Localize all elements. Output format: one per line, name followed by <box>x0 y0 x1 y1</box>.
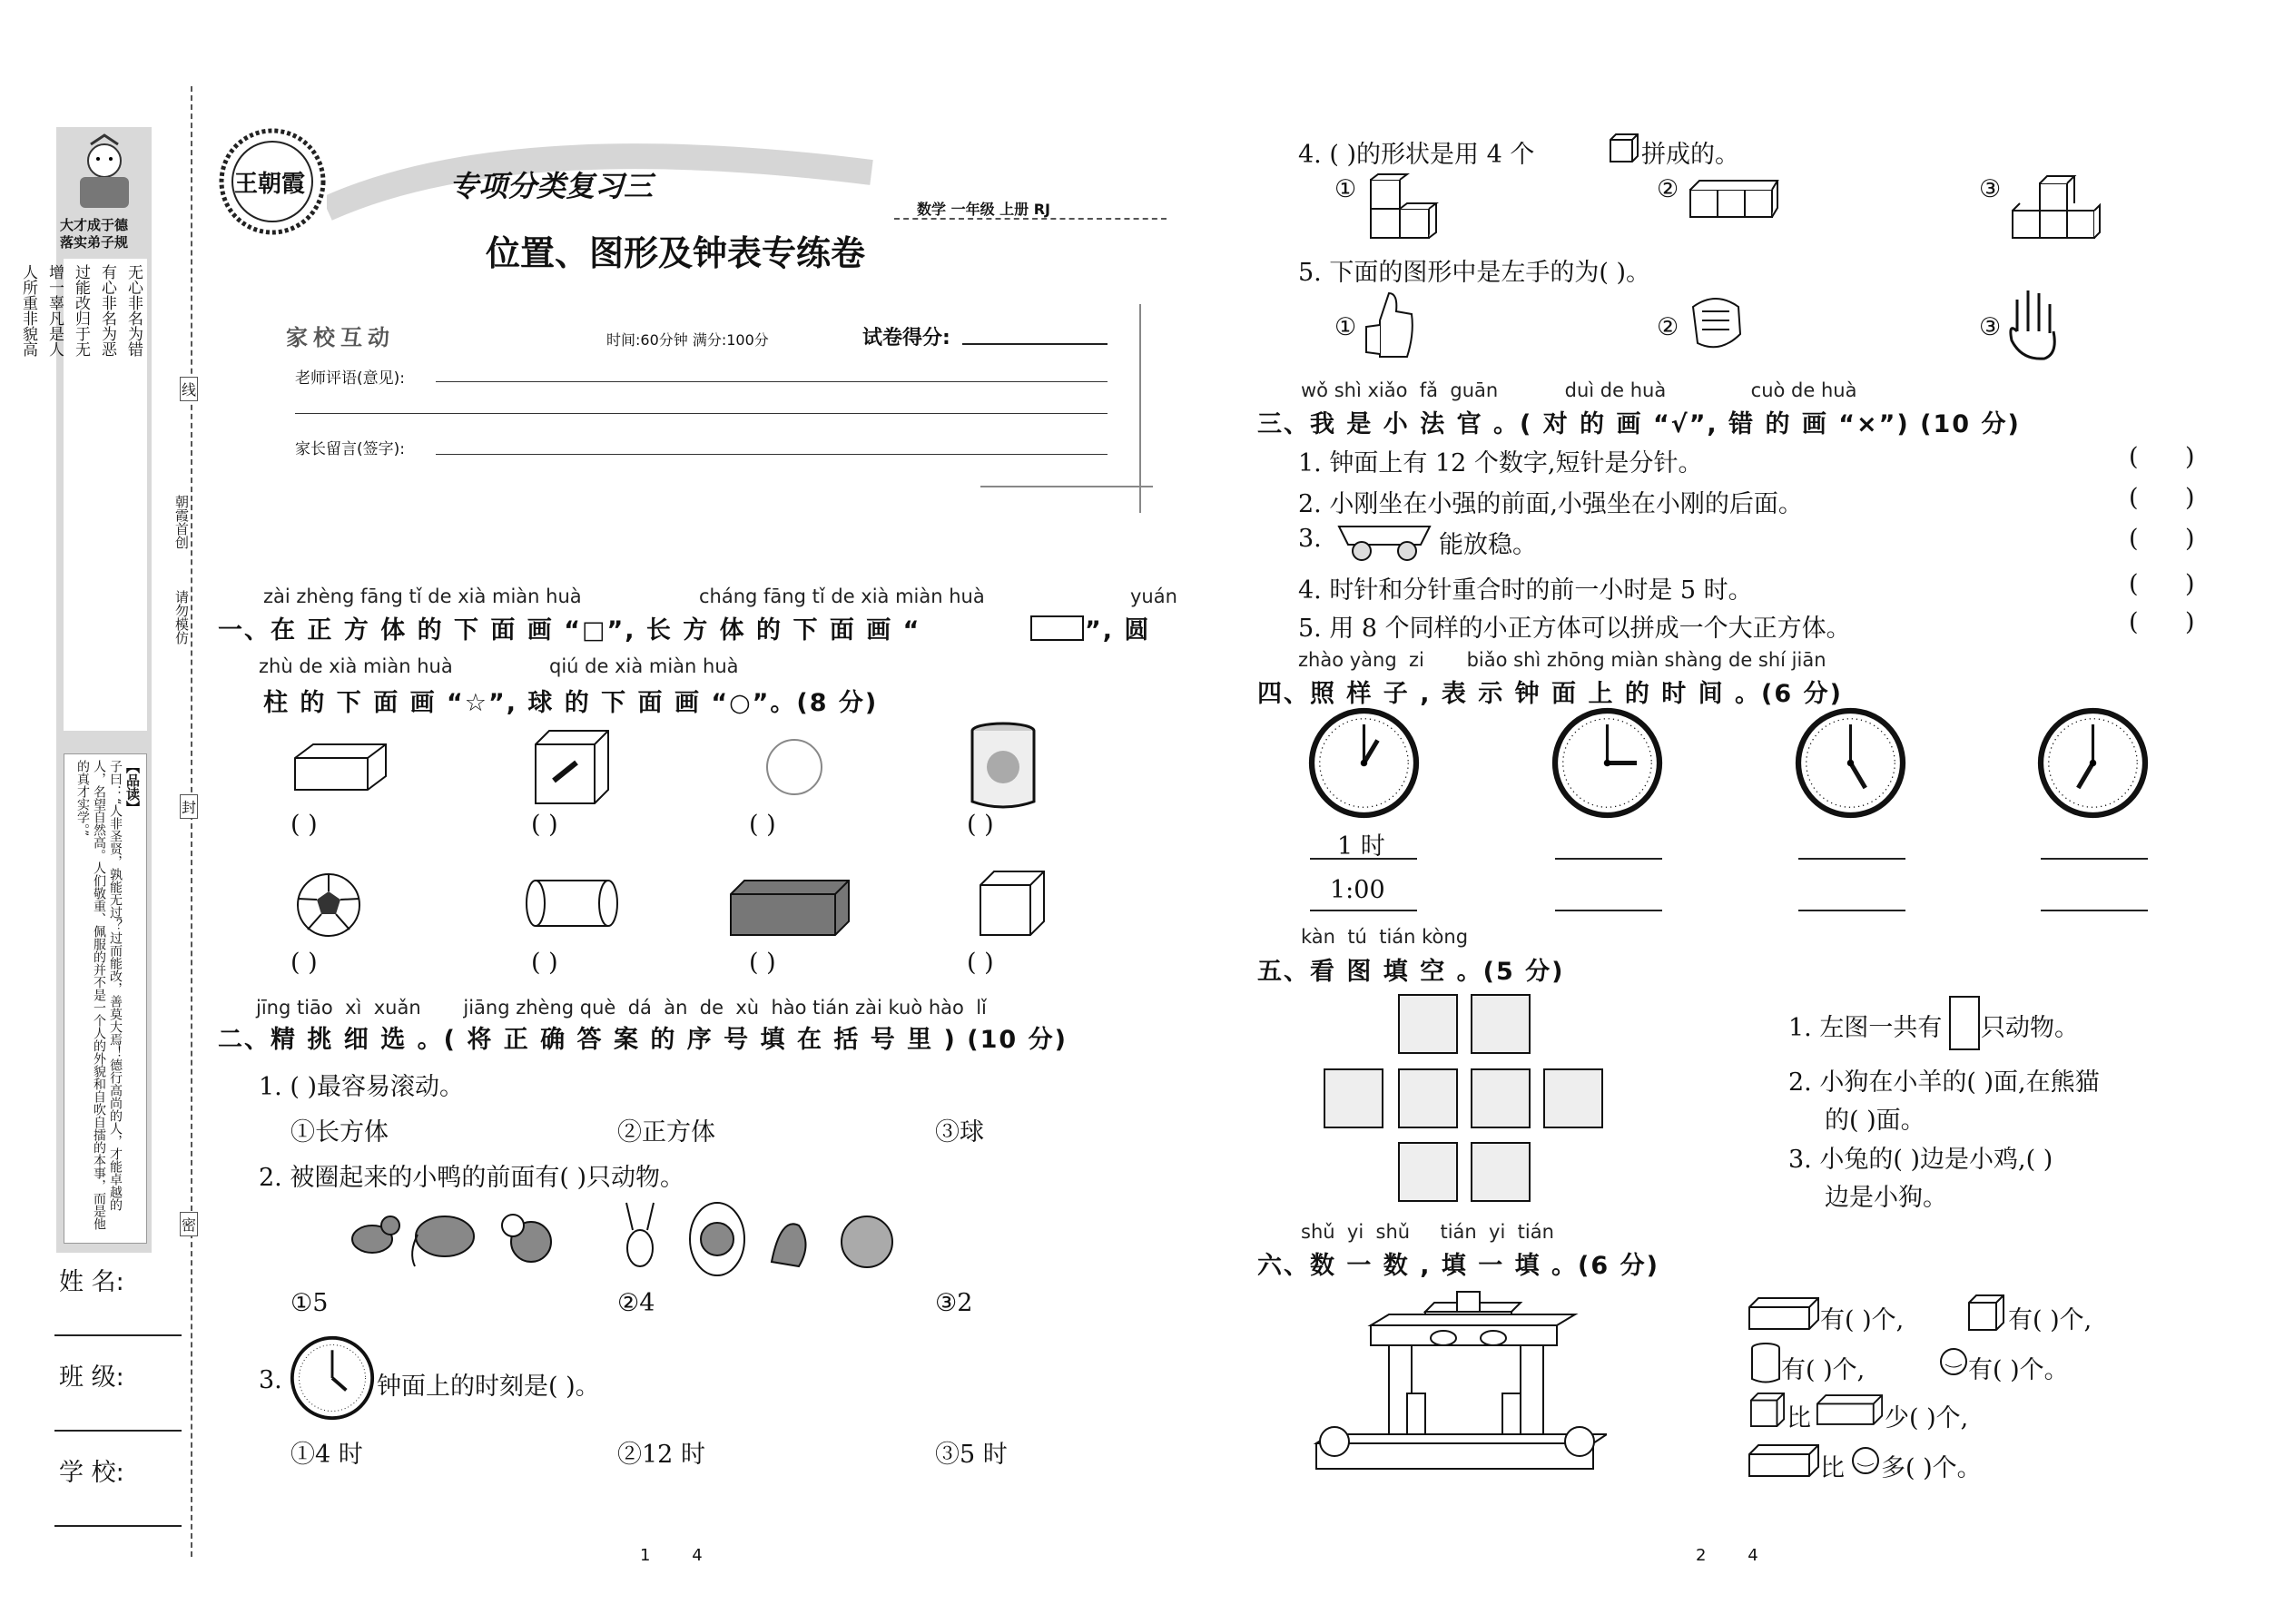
q1-heading-1: 一、在 正 方 体 的 下 面 画 “□”, 长 方 体 的 下 面 画 “ <box>218 616 921 645</box>
q6-row-4a: 比 <box>1820 1454 1845 1482</box>
animal-sheep <box>1398 994 1458 1054</box>
motto-col: 无心非名为错 <box>124 264 143 357</box>
header-subtitle: 专项分类复习三 <box>449 169 654 203</box>
q5-statement-3: 3. 小兔的( )边是小鸡,( ) <box>1788 1146 2053 1174</box>
q2-item-2-opt-3[interactable]: ③2 <box>935 1289 973 1317</box>
q2-item-4: 4. ( )的形状是用 4 个 <box>1298 141 1535 169</box>
q5-statement-2b: 的( )面。 <box>1825 1107 1925 1135</box>
interaction-label: 家校互动 <box>286 325 395 350</box>
mascot <box>64 132 145 213</box>
q1-pinyin-2: cháng fāng tǐ de xià miàn huà <box>699 586 985 607</box>
page-number-right: 2 4 <box>1696 1546 1758 1565</box>
left-thumb-icon <box>1362 289 1416 361</box>
q3-answer-2[interactable]: ( ) <box>2129 484 2195 512</box>
q4-answer-4a[interactable] <box>2041 858 2148 860</box>
cube-stack-1-icon <box>1369 172 1442 245</box>
q6-row-2b: 有( )个。 <box>1968 1356 2069 1384</box>
q3-pinyin: wǒ shì xiǎo fǎ guān duì de huà cuò de huà <box>1301 379 1857 401</box>
open-hand-icon <box>2008 286 2063 363</box>
q2-item-4-opt-2[interactable]: ② <box>1657 175 1679 203</box>
q2-item-2-opt-1[interactable]: ①5 <box>290 1289 329 1317</box>
animal-pig <box>1471 1142 1531 1202</box>
q3-item-1: 1. 钟面上有 12 个数字,短针是分针。 <box>1298 449 1703 477</box>
sphere-small-icon-2 <box>1850 1445 1881 1476</box>
cube-small-icon <box>1967 1294 2005 1332</box>
q2-item-3-num: 3. <box>259 1366 282 1394</box>
clock-2-icon <box>1551 706 1664 820</box>
q2-item-1-opt-3[interactable]: ③球 <box>935 1118 984 1147</box>
q1-pinyin-5: qiú de xià miàn huà <box>549 655 739 677</box>
score-field[interactable] <box>962 343 1108 345</box>
flat-box-icon <box>726 876 853 940</box>
cuboid-icon <box>290 740 390 794</box>
q2-heading: 二、精 挑 细 选 。( 将 正 确 答 案 的 序 号 填 在 括 号 里 ) (10 分) <box>218 1026 1068 1054</box>
q3-item-2: 2. 小刚坐在小强的前面,小强坐在小刚的后面。 <box>1298 490 1803 518</box>
school-label: 学 校: <box>59 1459 124 1487</box>
q2-item-4b: 拼成的。 <box>1641 141 1739 169</box>
brand-logo <box>218 127 327 236</box>
q1-answer-3[interactable]: ( ) <box>749 811 776 839</box>
soccer-ball-icon <box>295 871 363 940</box>
q1-answer-8[interactable]: ( ) <box>967 949 994 977</box>
sphere-small-icon <box>1938 1346 1969 1377</box>
rect-symbol <box>1030 615 1084 641</box>
q3-answer-3[interactable]: ( ) <box>2129 525 2195 553</box>
cylinder-icon <box>522 876 622 930</box>
motto-col: 有心非名为恶 <box>98 264 116 357</box>
q2-item-1-opt-1[interactable]: ①长方体 <box>290 1118 389 1147</box>
motto-1: 大才成于德 <box>60 217 129 233</box>
teacher-field[interactable] <box>436 381 1108 382</box>
q3-answer-1[interactable]: ( ) <box>2129 443 2195 471</box>
cube-stack-2-icon <box>1689 177 1779 222</box>
reading-box <box>64 753 147 1244</box>
q1-heading-1b: ”, 圆 <box>1085 616 1151 645</box>
q2-item-4-opt-3[interactable]: ③ <box>1979 175 2002 203</box>
q5-answer-box[interactable] <box>1949 996 1980 1050</box>
q5-statement-1: 1. 左图一共有 <box>1788 1014 1943 1042</box>
side-note-1: 朝霞首创 <box>173 495 190 549</box>
cuboid-small-icon-3 <box>1748 1443 1820 1478</box>
q6-row-4b: 多( )个。 <box>1881 1454 1982 1482</box>
q3-answer-4[interactable]: ( ) <box>2129 570 2195 598</box>
q2-item-5-opt-2[interactable]: ② <box>1657 313 1679 341</box>
teacher-field-2[interactable] <box>295 413 1108 414</box>
cube-box-icon <box>531 726 613 808</box>
q6-row-1b: 有( )个, <box>2008 1306 2092 1334</box>
name-label: 姓 名: <box>59 1268 124 1296</box>
q2-pinyin: jīng tiāo xì xuǎn jiāng zhèng què dá àn de xù hào tián zài kuò hào lǐ <box>256 997 987 1019</box>
clock-icon <box>289 1334 376 1422</box>
score-label: 试卷得分: <box>862 327 950 349</box>
q4-example-hour: 1 时 <box>1337 832 1385 861</box>
animal-monkey <box>1471 994 1531 1054</box>
q4-heading: 四、照 样 子 , 表 示 钟 面 上 的 时 间 。(6 分) <box>1257 680 1843 708</box>
q5-pinyin: kàn tú tián kòng <box>1301 926 1469 948</box>
q3-item-3: 3. <box>1298 525 1322 553</box>
q3-item-5: 5. 用 8 个同样的小正方体可以拼成一个大正方体。 <box>1298 615 1851 643</box>
q1-answer-5[interactable]: ( ) <box>290 949 318 977</box>
q2-item-3-opt-1[interactable]: ①4 时 <box>290 1441 363 1469</box>
q4-answer-2b[interactable] <box>1555 910 1662 911</box>
motto-col: 增一辜凡是人 <box>45 264 64 357</box>
motto-columns <box>19 259 147 731</box>
block-structure <box>1307 1289 1607 1475</box>
q1-heading-2: 柱 的 下 面 画 “☆”, 球 的 下 面 画 “○”。(8 分) <box>263 689 879 717</box>
clock-4-icon <box>2036 706 2150 820</box>
q2-item-3: 钟面上的时刻是( )。 <box>377 1373 600 1401</box>
animal-row <box>340 1198 921 1280</box>
cuboid-small-icon <box>1748 1296 1820 1331</box>
clock-1-icon <box>1307 706 1421 820</box>
page-title: 位置、图形及钟表专练卷 <box>486 232 866 273</box>
q6-row-1a: 有( )个, <box>1820 1306 1905 1334</box>
q6-row-3a: 比 <box>1787 1404 1811 1432</box>
animal-dog <box>1398 1068 1458 1128</box>
side-note-2: 请勿模仿 <box>173 590 190 645</box>
q2-item-3-opt-2[interactable]: ②12 时 <box>617 1441 705 1469</box>
motto-col: 人所重非貌高 <box>19 264 37 357</box>
q2-item-2: 2. 被圈起来的小鸭的前面有( )只动物。 <box>259 1164 684 1192</box>
q2-item-5-opt-3[interactable]: ③ <box>1979 313 2002 341</box>
q1-answer-4[interactable]: ( ) <box>967 811 994 839</box>
q2-item-4-opt-1[interactable]: ① <box>1334 175 1357 203</box>
q6-row-3b: 少( )个, <box>1885 1404 1969 1432</box>
q2-item-1-opt-2[interactable]: ②正方体 <box>617 1118 715 1147</box>
cube-small-icon-2 <box>1749 1392 1786 1428</box>
school-field[interactable] <box>54 1525 182 1527</box>
q3-heading: 三、我 是 小 法 官 。( 对 的 画 “√”, 错 的 画 “×”) (10 分) <box>1257 410 2021 438</box>
page-number-left: 1 4 <box>640 1546 703 1565</box>
animal-rabbit <box>1471 1068 1531 1128</box>
q2-item-5: 5. 下面的图形中是左手的为( )。 <box>1298 259 1650 287</box>
name-field[interactable] <box>54 1334 182 1336</box>
q5-statement-3b: 边是小狗。 <box>1825 1184 1947 1212</box>
q4-answer-3a[interactable] <box>1798 858 1905 860</box>
q6-pinyin: shǔ yi shǔ tián yi tián <box>1301 1221 1554 1243</box>
q3-answer-5[interactable]: ( ) <box>2129 608 2195 636</box>
class-field[interactable] <box>54 1430 182 1432</box>
cube-icon <box>976 867 1049 940</box>
time-info: 时间:60分钟 满分:100分 <box>606 331 769 349</box>
cut-line <box>191 86 192 1557</box>
cut-label-line: 线 <box>180 377 198 401</box>
cube-stack-3-icon <box>2011 172 2102 245</box>
q3-item-3b: 能放稳。 <box>1439 531 1537 559</box>
reading-title: 【品读】 <box>124 760 141 814</box>
animal-panda <box>1398 1142 1458 1202</box>
teacher-label: 老师评语(意见): <box>295 369 405 388</box>
q5-statement-1b: 只动物。 <box>1981 1014 2079 1042</box>
parent-field[interactable] <box>436 454 1108 455</box>
cuboid-small-icon-2 <box>1816 1393 1884 1426</box>
grade-info: 数学 一年级 上册 RJ <box>917 201 1050 218</box>
q1-pinyin-4: zhù de xià miàn huà <box>259 655 453 677</box>
cart-icon <box>1330 522 1439 563</box>
motto-2: 落实弟子规 <box>60 234 129 251</box>
q6-heading: 六、数 一 数 , 填 一 填 。(6 分) <box>1257 1252 1659 1280</box>
q4-pinyin: zhào yàng zi biǎo shì zhōng miàn shàng de shí jiān <box>1298 649 1826 671</box>
q5-heading: 五、看 图 填 空 。(5 分) <box>1257 958 1565 986</box>
q2-item-5-opt-1[interactable]: ① <box>1334 313 1357 341</box>
fist-icon <box>1684 289 1748 357</box>
ball-icon <box>763 735 826 799</box>
header-frame-v <box>1139 304 1141 513</box>
q1-answer-7[interactable]: ( ) <box>749 949 776 977</box>
q4-example-digital: 1:00 <box>1330 876 1385 904</box>
cylinder-small-icon <box>1749 1342 1782 1385</box>
q1-answer-2[interactable]: ( ) <box>531 811 558 839</box>
q4-line-1a <box>1310 858 1417 860</box>
q2-item-3-opt-3[interactable]: ③5 时 <box>935 1441 1008 1469</box>
q4-answer-4b[interactable] <box>2041 910 2148 911</box>
cut-label-seal: 封 <box>180 794 198 819</box>
small-cube-icon <box>1609 133 1639 163</box>
q4-answer-3b[interactable] <box>1798 910 1905 911</box>
q6-row-2a: 有( )个, <box>1781 1356 1866 1384</box>
q5-statement-2: 2. 小狗在小羊的( )面,在熊猫 <box>1788 1068 2100 1097</box>
brand-name: 王朝霞 <box>234 171 306 198</box>
q4-line-1b <box>1310 910 1417 911</box>
animal-cat <box>1324 1068 1383 1128</box>
reading-text: 子曰：“人非圣贤，孰能无过？过而能改，善莫大焉！德行高尚的人，才能卓越的人，名望自然高。人们敬重、佩服的并不是一个人的外貌和自吹自擂的本事，而是他的真才实学。” <box>75 760 123 1230</box>
q1-answer-6[interactable]: ( ) <box>531 949 558 977</box>
q3-item-4: 4. 时针和分针重合时的前一小时是 5 时。 <box>1298 576 1753 605</box>
q1-pinyin-3: yuán <box>1130 586 1177 607</box>
q2-item-1: 1. ( )最容易滚动。 <box>259 1073 464 1101</box>
q1-answer-1[interactable]: ( ) <box>290 811 318 839</box>
cut-label-secret: 密 <box>180 1212 198 1236</box>
header-divider <box>894 218 1167 220</box>
motto-col: 过能改归于无 <box>72 264 90 357</box>
can-icon <box>967 722 1039 812</box>
animal-chick <box>1543 1068 1603 1128</box>
parent-label: 家长留言(签字): <box>295 440 405 458</box>
clock-3-icon <box>1794 706 1907 820</box>
class-label: 班 级: <box>59 1363 124 1392</box>
header-frame-h <box>980 486 1153 487</box>
animal-grid <box>1321 994 1602 1212</box>
q4-answer-2a[interactable] <box>1555 858 1662 860</box>
q2-item-2-opt-2[interactable]: ②4 <box>617 1289 655 1317</box>
q1-pinyin-1: zài zhèng fāng tǐ de xià miàn huà <box>263 586 582 607</box>
